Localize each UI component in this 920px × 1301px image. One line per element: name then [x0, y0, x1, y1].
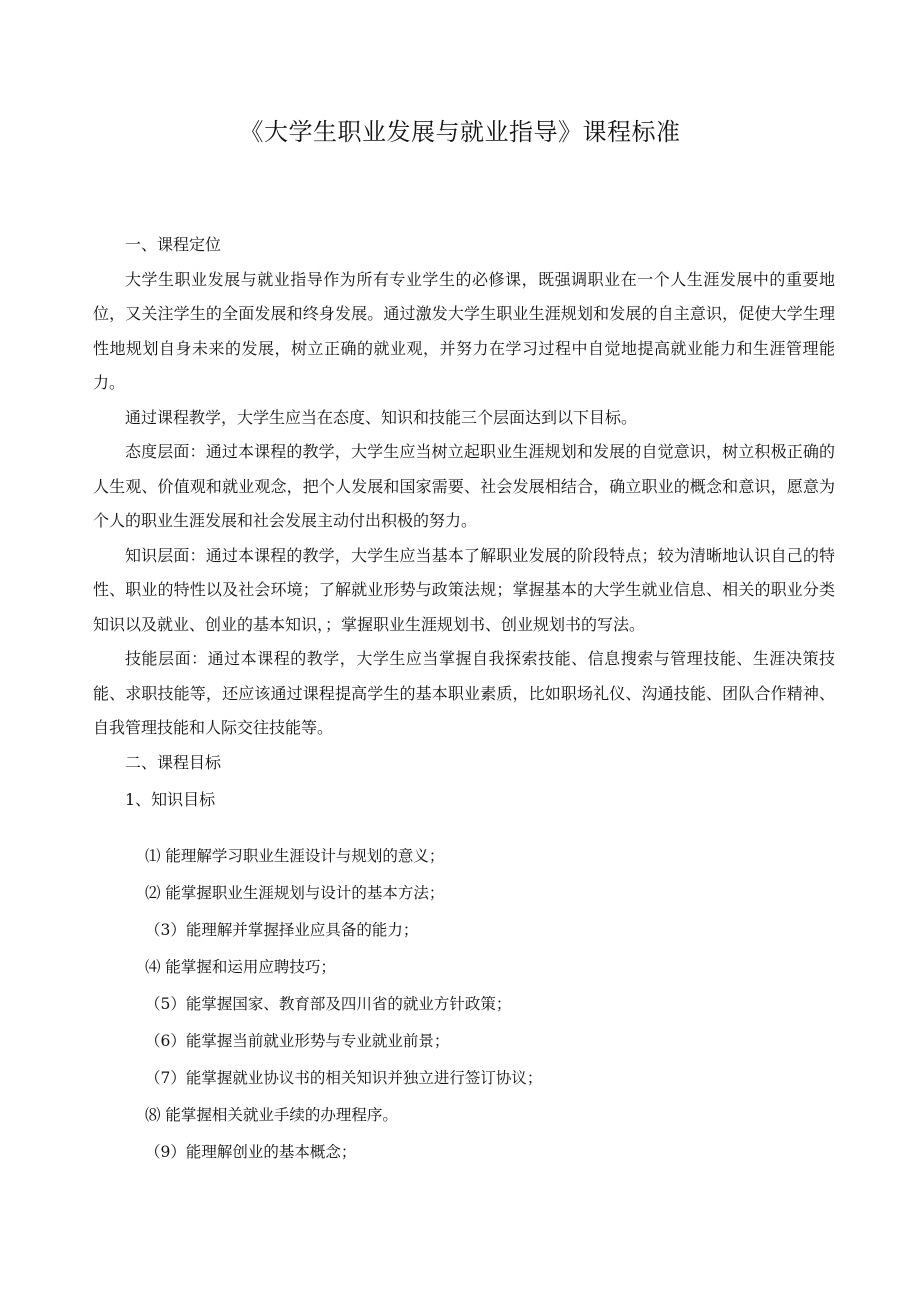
- paragraph-knowledge-level: 知识层面：通过本课程的教学，大学生应当基本了解职业发展的阶段特点；较为清晰地认识自己的特性、职业的特性以及社会环境；了解就业形势与政策法规；掌握基本的大学生就业信息、相关的职业分类知识以及就业、创业的基本知识，；掌握职业生涯规划书、创业规划书的写法。: [93, 545, 835, 634]
- list-item: ⑷ 能掌握和运用应聘技巧；: [145, 957, 336, 976]
- list-item: ⑴ 能理解学习职业生涯设计与规划的意义；: [145, 846, 445, 865]
- section-heading-course-objectives: 二、课程目标: [125, 752, 222, 772]
- knowledge-objectives-list: [93, 838, 835, 1171]
- document-title: 《大学生职业发展与就业指导》课程标准: [239, 118, 681, 146]
- paragraph-attitude-level: 态度层面：通过本课程的教学，大学生应当树立起职业生涯规划和发展的自觉意识，树立积极正确的人生观、价值观和就业观念，把个人发展和国家需要、社会发展相结合，确立职业的概念和意识，愿意为个人的职业生涯发展和社会发展主动付出积极的努力。: [93, 442, 835, 530]
- list-item: （6）能掌握当前就业形势与专业就业前景；: [145, 1031, 450, 1050]
- list-item: （5）能掌握国家、教育部及四川省的就业方针政策；: [145, 994, 512, 1013]
- paragraph-course-positioning: 大学生职业发展与就业指导作为所有专业学生的必修课，既强调职业在一个人生涯发展中的重要地位，又关注学生的全面发展和终身发展。通过激发大学生职业生涯规划和发展的自主意识，促使大学生理性地规划自身未来的发展，树立正确的就业观，并努力在学习过程中自觉地提高就业能力和生涯管理能力。: [93, 269, 835, 392]
- list-item: ⑻ 能掌握相关就业手续的办理程序。: [145, 1105, 398, 1124]
- paragraph-teaching-goals-intro: 通过课程教学，大学生应当在态度、知识和技能三个层面达到以下目标。: [125, 407, 638, 427]
- list-item: （7）能掌握就业协议书的相关知识并独立进行签订协议；: [145, 1068, 543, 1087]
- list-item: ⑵ 能掌握职业生涯规划与设计的基本方法；: [145, 883, 445, 902]
- list-item: （9）能理解创业的基本概念；: [145, 1142, 357, 1161]
- list-item: （3）能理解并掌握择业应具备的能力；: [145, 920, 419, 939]
- section-heading-course-positioning: 一、课程定位: [125, 235, 222, 254]
- document-body: [93, 228, 835, 1171]
- paragraph-skill-level: 技能层面：通过本课程的教学，大学生应当掌握自我探索技能、信息搜索与管理技能、生涯决策技能、求职技能等，还应该通过课程提高学生的基本职业素质，比如职场礼仪、沟通技能、团队合作精神、自我管理技能和人际交往技能等。: [93, 649, 835, 737]
- subheading-knowledge-objectives: 1、知识目标: [125, 790, 216, 809]
